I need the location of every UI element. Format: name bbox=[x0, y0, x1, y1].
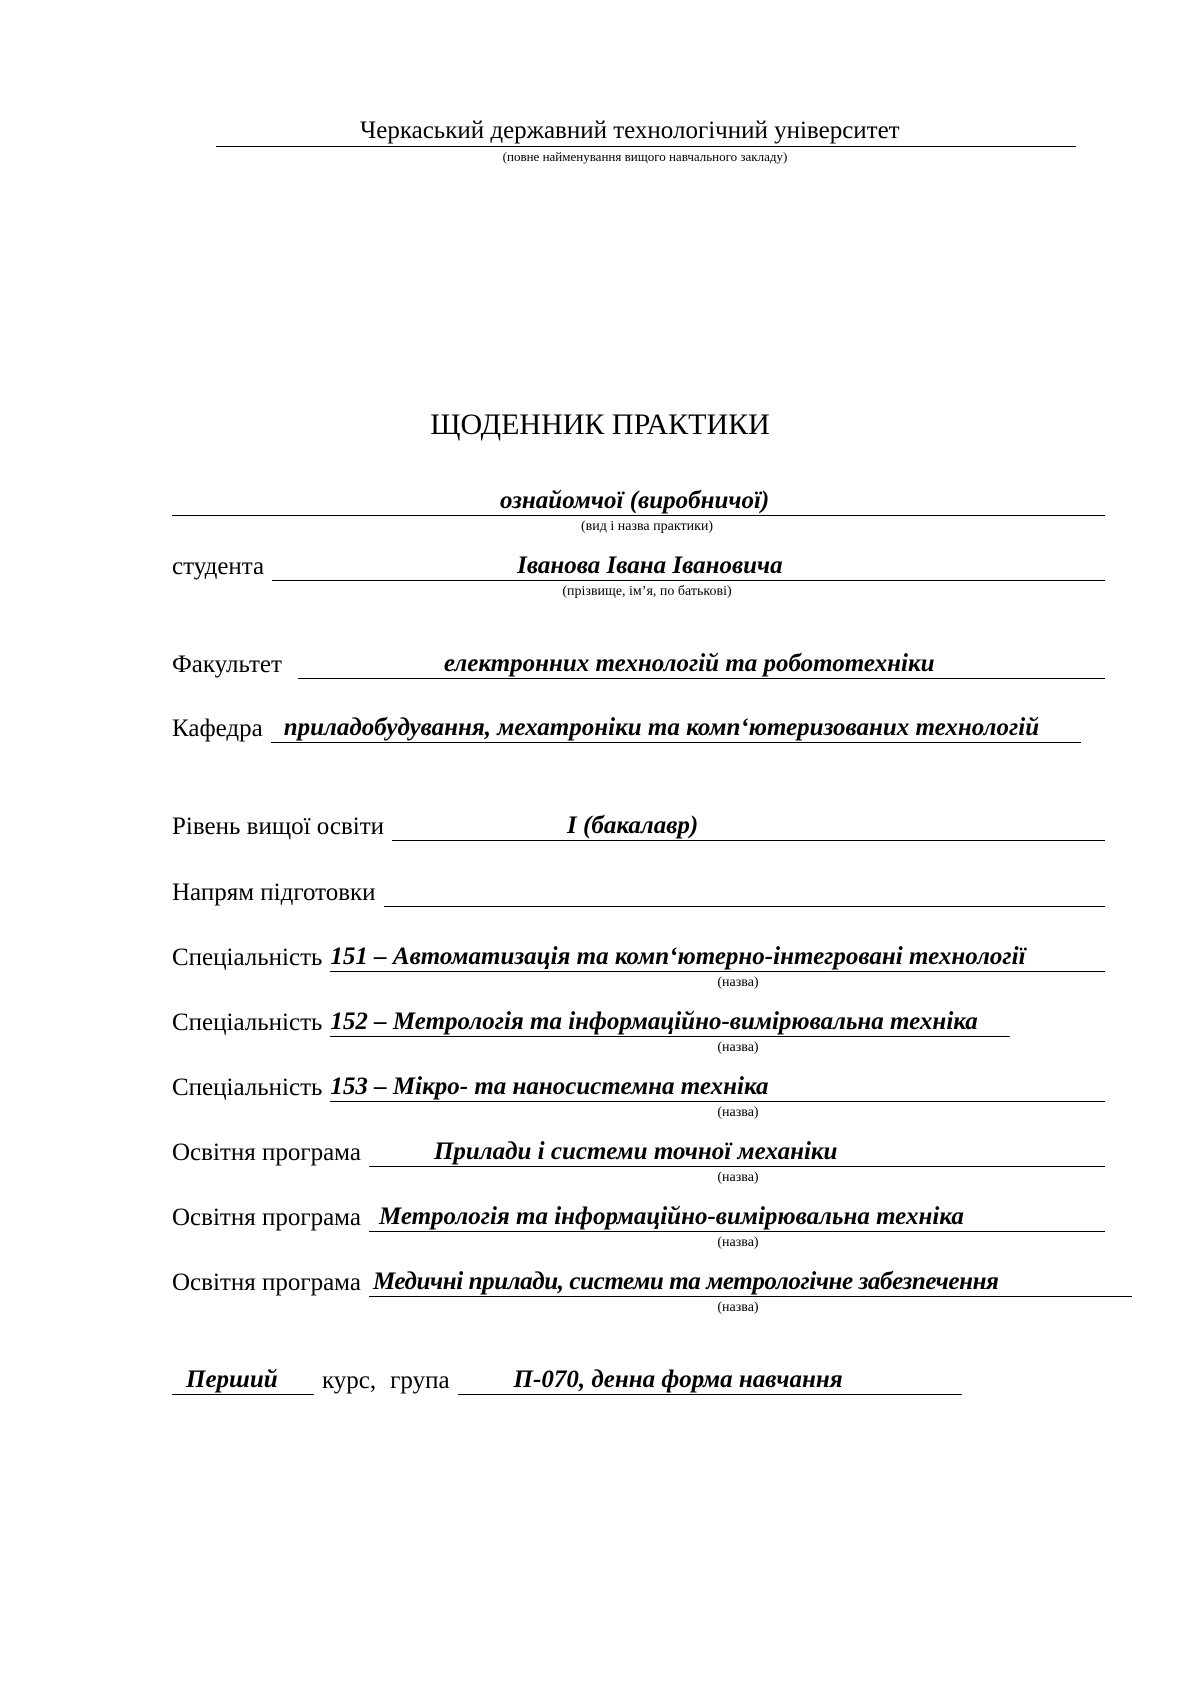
program-caption: (назва) bbox=[717, 1300, 759, 1315]
program-field bbox=[369, 1129, 1105, 1169]
specialty-value: 151 – Автоматизація та комп‘ютерно-інтегровані технології bbox=[330, 943, 1026, 970]
education-level-row bbox=[172, 803, 1105, 843]
program-field bbox=[369, 1259, 1132, 1299]
student-field bbox=[272, 543, 1105, 583]
specialty-label: Спеціальність bbox=[172, 1074, 323, 1101]
department-label: Кафедра bbox=[172, 715, 263, 742]
specialty-label: Спеціальність bbox=[172, 1009, 323, 1036]
program-row bbox=[172, 1129, 1105, 1169]
specialty-row bbox=[172, 999, 1105, 1039]
group-label: група bbox=[390, 1367, 450, 1394]
program-value: Метрологія та інформаційно-вимірювальна техніка bbox=[378, 1203, 964, 1230]
program-field bbox=[369, 1194, 1105, 1234]
group-field bbox=[458, 1357, 962, 1397]
specialty-field bbox=[330, 1064, 1105, 1104]
department-row bbox=[172, 705, 1105, 745]
specialty-row bbox=[172, 934, 1105, 974]
course-label: курс, bbox=[322, 1367, 377, 1394]
program-row bbox=[172, 1259, 1132, 1299]
student-caption: (прізвище, ім’я, по батькові) bbox=[562, 584, 732, 599]
practice-type-value: ознайомчої (виробничої) bbox=[500, 487, 770, 514]
student-label: студента bbox=[172, 553, 265, 580]
program-value: Прилади і системи точної механіки bbox=[433, 1138, 838, 1165]
practice-type-row bbox=[172, 478, 1105, 518]
university-caption: (повне найменування вищого навчального закладу) bbox=[502, 149, 788, 164]
practice-type-caption: (вид і назва практики) bbox=[580, 519, 714, 534]
education-level-field bbox=[392, 803, 1105, 843]
program-value: Медичні прилади, системи та метрологічне забезпечення bbox=[372, 1268, 999, 1295]
specialty-field bbox=[330, 999, 1010, 1039]
education-level-value: І (бакалавр) bbox=[567, 812, 699, 839]
program-label: Освітня програма bbox=[172, 1204, 361, 1231]
course-group-row bbox=[172, 1357, 962, 1397]
student-row bbox=[172, 543, 1105, 583]
faculty-field bbox=[298, 641, 1105, 681]
course-value: Перший bbox=[186, 1366, 278, 1393]
specialty-field bbox=[330, 934, 1105, 974]
specialty-caption: (назва) bbox=[717, 1040, 759, 1055]
program-caption: (назва) bbox=[717, 1235, 759, 1250]
page-title: ЩОДЕННИК ПРАКТИКИ bbox=[430, 408, 770, 441]
specialty-value: 152 – Метрологія та інформаційно-вимірювальна техніка bbox=[330, 1008, 978, 1035]
specialty-label: Спеціальність bbox=[172, 944, 323, 971]
university-line bbox=[216, 114, 1076, 147]
specialty-caption: (назва) bbox=[717, 975, 759, 990]
specialty-row bbox=[172, 1064, 1105, 1104]
university-name: Черкаський державний технологічний університет bbox=[360, 117, 900, 144]
faculty-label: Факультет bbox=[172, 651, 282, 678]
faculty-row bbox=[172, 641, 1105, 681]
group-value: П-070, денна форма навчання bbox=[513, 1366, 843, 1393]
course-field bbox=[172, 1357, 314, 1397]
program-caption: (назва) bbox=[717, 1170, 759, 1185]
department-value: приладобудування, мехатроніки та комп‘ютеризованих технологій bbox=[283, 714, 1040, 741]
training-direction-field bbox=[384, 869, 1105, 909]
student-value: Іванова Івана Івановича bbox=[517, 552, 783, 579]
program-label: Освітня програма bbox=[172, 1269, 361, 1296]
practice-type-field bbox=[172, 478, 1105, 518]
program-label: Освітня програма bbox=[172, 1139, 361, 1166]
program-row bbox=[172, 1194, 1105, 1234]
department-field bbox=[271, 705, 1081, 745]
education-level-label: Рівень вищої освіти bbox=[172, 813, 385, 840]
faculty-value: електронних технологій та робототехніки bbox=[443, 650, 935, 677]
specialty-value: 153 – Мікро- та наносистемна техніка bbox=[330, 1073, 769, 1100]
specialty-caption: (назва) bbox=[717, 1105, 759, 1120]
training-direction-label: Напрям підготовки bbox=[172, 879, 376, 906]
training-direction-row bbox=[172, 869, 1105, 909]
